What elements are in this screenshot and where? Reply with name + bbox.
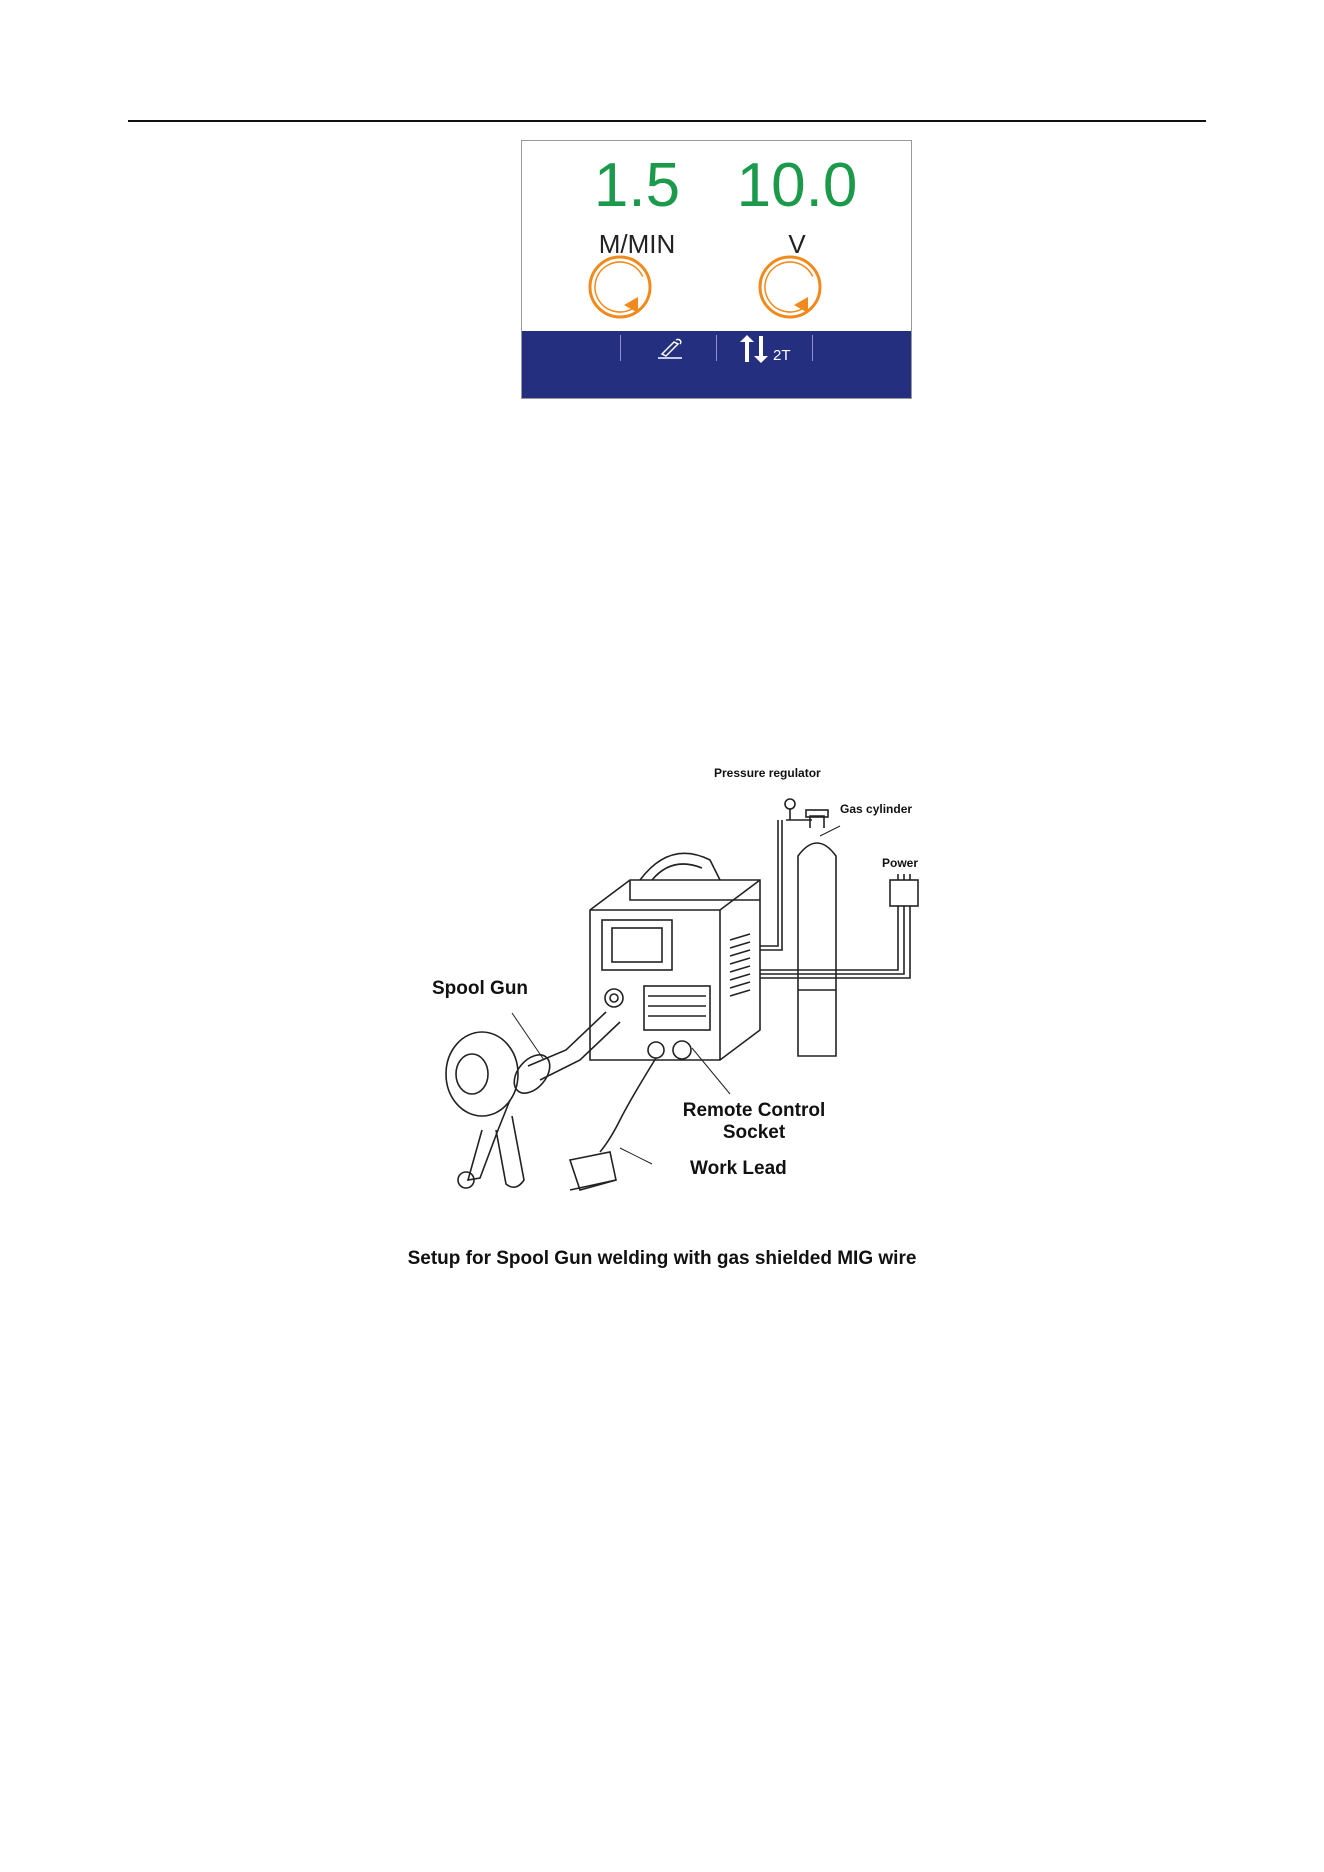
label-remote-control-line2: Socket xyxy=(722,1122,786,1143)
up-down-arrows-icon xyxy=(737,334,771,364)
mig-torch-icon xyxy=(652,334,688,362)
label-spool-gun: Spool Gun xyxy=(432,978,529,999)
wire-speed-value: 1.5 xyxy=(593,151,681,220)
voltage-knob-icon xyxy=(754,251,826,323)
figure-caption: Setup for Spool Gun welding with gas shielded MIG wire xyxy=(407,1248,917,1269)
wire-speed-unit: M/MIN xyxy=(598,229,676,259)
trigger-mode-indicator xyxy=(737,334,791,369)
status-bar xyxy=(522,331,911,398)
spool-gun-setup-diagram xyxy=(420,760,940,1230)
wire-speed-knob-icon xyxy=(584,251,656,323)
trigger-mode-label: 2T xyxy=(773,347,791,364)
label-remote-control-line1: Remote Control xyxy=(682,1100,826,1121)
status-separator xyxy=(716,335,717,361)
status-separator xyxy=(620,335,621,361)
label-work-lead: Work Lead xyxy=(690,1158,787,1179)
header-rule xyxy=(128,120,1206,122)
lcd-display xyxy=(521,140,912,399)
voltage-unit: V xyxy=(788,229,806,259)
voltage-readout xyxy=(712,141,882,257)
label-remote-control-socket xyxy=(674,1100,834,1144)
label-gas-cylinder: Gas cylinder xyxy=(840,802,913,816)
label-pressure-regulator: Pressure regulator xyxy=(714,766,821,780)
wire-speed-readout xyxy=(552,141,722,257)
label-power: Power xyxy=(882,856,919,870)
status-separator xyxy=(812,335,813,361)
voltage-value: 10.0 xyxy=(736,151,858,220)
